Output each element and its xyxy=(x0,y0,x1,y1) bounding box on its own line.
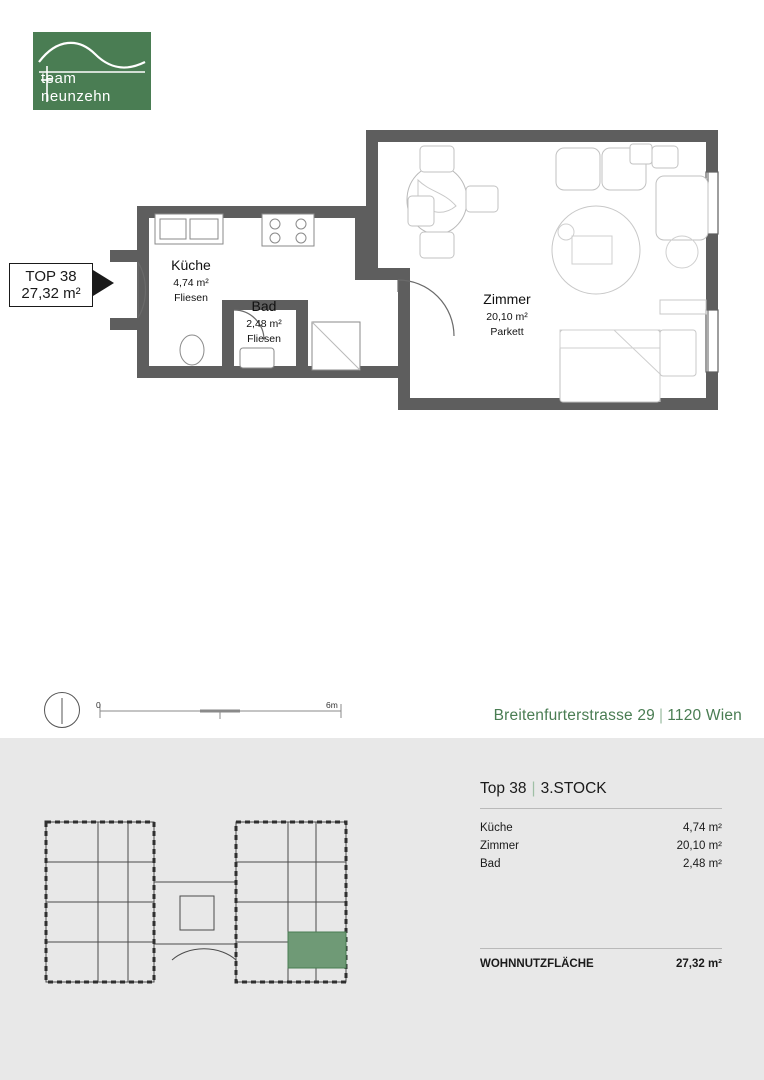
project-address xyxy=(494,707,742,725)
room-area: 20,10 m² xyxy=(486,310,528,323)
room-label-bad xyxy=(218,297,310,346)
unit-summary-title xyxy=(480,780,722,806)
room-floor: Fliesen xyxy=(174,292,208,305)
room-name: Bad xyxy=(251,298,277,314)
kitchen-fixtures xyxy=(155,214,314,246)
summary-row xyxy=(480,819,722,837)
summary-row-label: Küche xyxy=(480,822,513,834)
room-area: 2,48 m² xyxy=(246,317,282,330)
divider xyxy=(480,948,722,949)
highlighted-unit xyxy=(288,932,346,968)
room-name: Küche xyxy=(171,257,211,273)
scale-bar-icon xyxy=(98,700,343,722)
summary-row-label: Zimmer xyxy=(480,840,519,852)
room-furniture xyxy=(407,144,708,402)
compass-icon xyxy=(44,692,80,728)
unit-badge xyxy=(9,263,93,307)
scale-label-end: 6m xyxy=(326,700,338,710)
entrance-arrow-icon xyxy=(93,270,114,296)
summary-row-label: Bad xyxy=(480,858,501,870)
room-floor: Fliesen xyxy=(247,333,281,346)
summary-row-value: 2,48 m² xyxy=(683,858,722,870)
scale-label-start: 0 xyxy=(96,700,101,710)
room-floor: Parkett xyxy=(490,326,524,339)
total-area-value: 27,32 m² xyxy=(675,958,722,970)
summary-row-value: 20,10 m² xyxy=(676,840,722,852)
total-area-label: WOHNNUTZFLÄCHE xyxy=(480,958,594,970)
unit-summary xyxy=(480,780,722,970)
address-street: Breitenfurterstrasse 29 xyxy=(493,707,655,724)
summary-floor: 3.STOCK xyxy=(540,780,607,797)
room-label-zimmer xyxy=(447,290,567,339)
summary-row-value: 4,74 m² xyxy=(683,822,722,834)
divider xyxy=(480,808,722,809)
summary-row xyxy=(480,837,722,855)
address-separator: | xyxy=(659,707,664,724)
address-city: 1120 Wien xyxy=(667,707,742,724)
total-area-row xyxy=(480,958,722,970)
room-area: 4,74 m² xyxy=(173,276,209,289)
building-key-plan xyxy=(40,810,352,995)
unit-badge-area: 27,32 m² xyxy=(21,285,81,302)
unit-badge-top: TOP 38 xyxy=(25,267,77,285)
logo-line-1: team xyxy=(41,70,77,87)
logo-line-2: neunzehn xyxy=(41,88,111,105)
summary-separator: | xyxy=(531,780,536,797)
summary-row xyxy=(480,855,722,873)
room-name: Zimmer xyxy=(483,291,531,307)
summary-top: Top 38 xyxy=(480,780,527,797)
